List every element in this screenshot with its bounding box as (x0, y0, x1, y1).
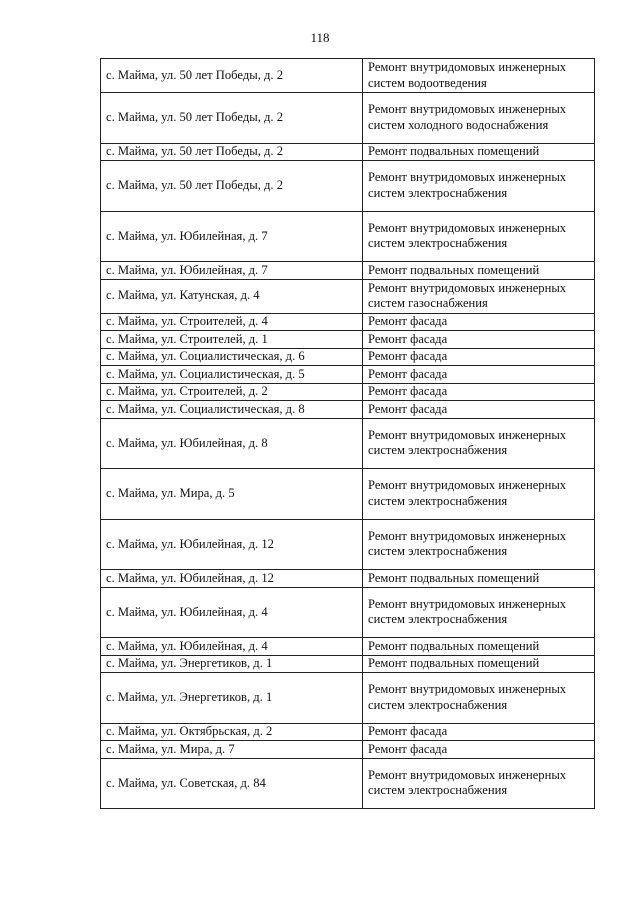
table-row (101, 469, 595, 520)
work-type-cell: Ремонт внутридомовых инженерных систем электроснабжения (363, 519, 595, 570)
work-type-cell: Ремонт внутридомовых инженерных систем электроснабжения (363, 673, 595, 724)
table-row (101, 348, 595, 366)
table-row (101, 401, 595, 419)
address-cell: с. Майма, ул. Советская, д. 84 (101, 758, 363, 809)
address-cell: с. Майма, ул. Мира, д. 7 (101, 741, 363, 759)
work-type-cell: Ремонт фасада (363, 331, 595, 349)
work-type-cell: Ремонт фасада (363, 723, 595, 741)
address-cell: с. Майма, ул. 50 лет Победы, д. 2 (101, 93, 363, 144)
table-row (101, 655, 595, 673)
work-type-cell: Ремонт подвальных помещений (363, 655, 595, 673)
work-type-cell: Ремонт внутридомовых инженерных систем электроснабжения (363, 758, 595, 809)
table-row (101, 673, 595, 724)
address-cell: с. Майма, ул. Юбилейная, д. 7 (101, 262, 363, 280)
table-row (101, 313, 595, 331)
table-row (101, 93, 595, 144)
work-type-cell: Ремонт внутридомовых инженерных систем газоснабжения (363, 279, 595, 313)
table-row (101, 638, 595, 656)
work-type-cell: Ремонт фасада (363, 401, 595, 419)
address-cell: с. Майма, ул. Социалистическая, д. 6 (101, 348, 363, 366)
address-cell: с. Майма, ул. 50 лет Победы, д. 2 (101, 59, 363, 93)
work-type-cell: Ремонт внутридомовых инженерных систем электроснабжения (363, 469, 595, 520)
work-type-cell: Ремонт внутридомовых инженерных систем электроснабжения (363, 161, 595, 212)
work-type-cell: Ремонт фасада (363, 366, 595, 384)
table-row (101, 161, 595, 212)
address-cell: с. Майма, ул. Юбилейная, д. 8 (101, 418, 363, 469)
work-type-cell: Ремонт внутридомовых инженерных систем электроснабжения (363, 418, 595, 469)
table-row (101, 741, 595, 759)
address-cell: с. Майма, ул. Мира, д. 5 (101, 469, 363, 520)
address-cell: с. Майма, ул. Энергетиков, д. 1 (101, 673, 363, 724)
work-type-cell: Ремонт подвальных помещений (363, 638, 595, 656)
repair-works-table (100, 58, 595, 809)
table-row (101, 366, 595, 384)
table-row (101, 758, 595, 809)
work-type-cell: Ремонт фасада (363, 383, 595, 401)
table-row (101, 331, 595, 349)
work-type-cell: Ремонт внутридомовых инженерных систем электроснабжения (363, 211, 595, 262)
work-type-cell: Ремонт подвальных помещений (363, 570, 595, 588)
address-cell: с. Майма, ул. Строителей, д. 4 (101, 313, 363, 331)
table-row (101, 211, 595, 262)
address-cell: с. Майма, ул. Юбилейная, д. 12 (101, 519, 363, 570)
table-row (101, 143, 595, 161)
work-type-cell: Ремонт внутридомовых инженерных систем электроснабжения (363, 587, 595, 638)
address-cell: с. Майма, ул. Октябрьская, д. 2 (101, 723, 363, 741)
table-row (101, 262, 595, 280)
address-cell: с. Майма, ул. Строителей, д. 2 (101, 383, 363, 401)
work-type-cell: Ремонт подвальных помещений (363, 262, 595, 280)
work-type-cell: Ремонт внутридомовых инженерных систем водоотведения (363, 59, 595, 93)
work-type-cell: Ремонт подвальных помещений (363, 143, 595, 161)
work-type-cell: Ремонт внутридомовых инженерных систем холодного водоснабжения (363, 93, 595, 144)
table-row (101, 587, 595, 638)
table-row (101, 418, 595, 469)
table-body (101, 59, 595, 809)
table-row (101, 383, 595, 401)
table-row (101, 519, 595, 570)
work-type-cell: Ремонт фасада (363, 348, 595, 366)
address-cell: с. Майма, ул. Юбилейная, д. 4 (101, 638, 363, 656)
page-number: 118 (310, 30, 330, 45)
address-cell: с. Майма, ул. Юбилейная, д. 7 (101, 211, 363, 262)
address-cell: с. Майма, ул. Социалистическая, д. 8 (101, 401, 363, 419)
address-cell: с. Майма, ул. 50 лет Победы, д. 2 (101, 143, 363, 161)
work-type-cell: Ремонт фасада (363, 313, 595, 331)
table-row (101, 279, 595, 313)
address-cell: с. Майма, ул. 50 лет Победы, д. 2 (101, 161, 363, 212)
address-cell: с. Майма, ул. Катунская, д. 4 (101, 279, 363, 313)
address-cell: с. Майма, ул. Юбилейная, д. 4 (101, 587, 363, 638)
address-cell: с. Майма, ул. Строителей, д. 1 (101, 331, 363, 349)
table-row (101, 59, 595, 93)
address-cell: с. Майма, ул. Энергетиков, д. 1 (101, 655, 363, 673)
address-cell: с. Майма, ул. Социалистическая, д. 5 (101, 366, 363, 384)
address-cell: с. Майма, ул. Юбилейная, д. 12 (101, 570, 363, 588)
table-row (101, 570, 595, 588)
work-type-cell: Ремонт фасада (363, 741, 595, 759)
table-row (101, 723, 595, 741)
